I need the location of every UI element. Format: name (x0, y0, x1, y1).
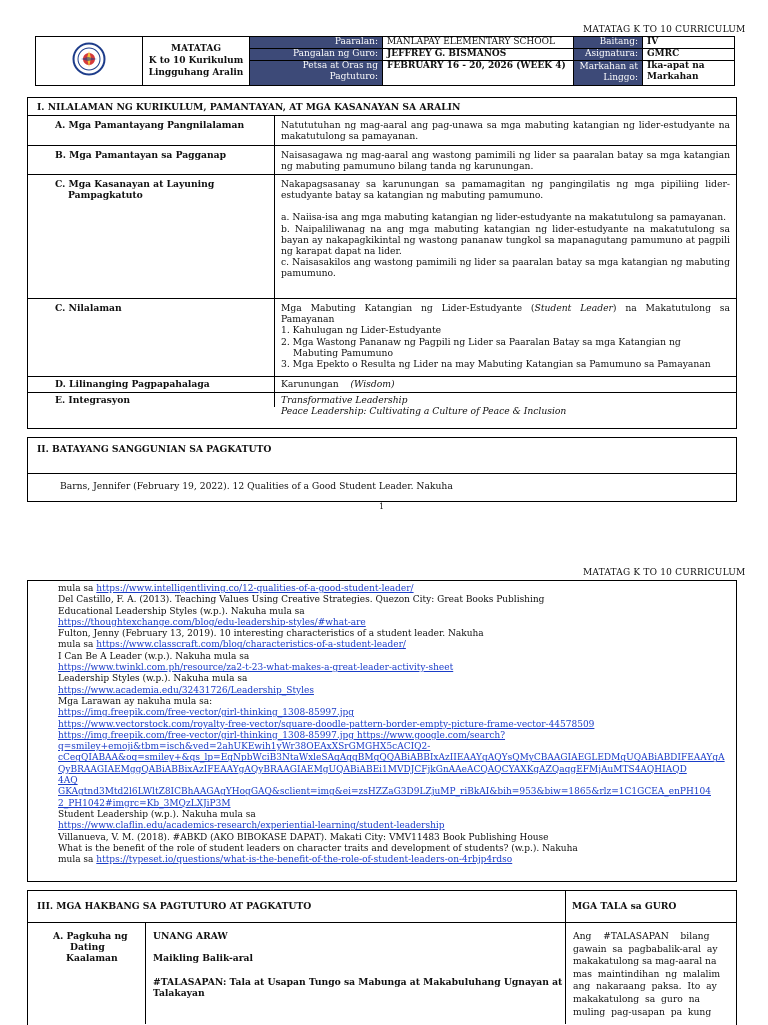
reference-line (58, 731, 730, 742)
talasapan-title-2: Talakayan (153, 988, 205, 1000)
row-nilalaman-label: C. Nilalaman (55, 303, 122, 314)
reference-line (58, 652, 730, 663)
title-line-3: Lingguhang Aralin (148, 68, 244, 78)
reference-link[interactable]: https://img.freepik.com/free-vector/girl-thinking_1308-85997.jpg (58, 708, 355, 719)
reference-line (58, 833, 730, 844)
notes-line: gawain sa pagbabalik-aral ay (573, 943, 718, 955)
reference-link[interactable]: https://www.twinkl.com.ph/resource/za2-t-23-what-makes-a-great-leader-activity-sheet (58, 663, 454, 674)
talasapan-title (153, 977, 562, 999)
reference-link[interactable]: 4AQ (58, 776, 78, 787)
reference-text: Del Castillo, F. A. (2013). Teaching Values Using Creative Strategies. Quezon City: Great Books Publishing (58, 595, 545, 606)
notes-line: makakatulong sa guro na (573, 993, 700, 1005)
lesson-header-table (35, 36, 735, 86)
row-c-label-line2: Pampagkatuto (68, 190, 143, 202)
page-number: 1 (379, 502, 385, 511)
reference-text: Fulton, Jenny (February 13, 2019). 10 interesting characteristics of a student leader. Nakuha (58, 629, 484, 640)
row-e-label: E. Integrasyon (55, 395, 131, 406)
lesson-title-cell (143, 37, 250, 86)
reference-text: Student Leadership (w.p.). Nakuha mula sa (58, 809, 256, 820)
reference-line (58, 708, 730, 719)
asignatura-value: GMRC (643, 49, 735, 61)
paaralan-value: MANLAPAY ELEMENTARY SCHOOL (383, 37, 574, 49)
row-d-text: Karunungan (Wisdom) (281, 379, 395, 390)
reference-first: Barns, Jennifer (February 19, 2022). 12 Qualities of a Good Student Leader. Nakuha (60, 481, 453, 492)
deped-logo-cell (36, 37, 143, 86)
reference-link[interactable]: 2_PH1042#imgrc=Kb_3MQzLXJiP3M (58, 798, 231, 809)
notes-line: muling pag-usapan pa kung (573, 1006, 712, 1018)
reference-line (58, 776, 730, 787)
reference-line (58, 765, 730, 776)
reference-text: mula sa (58, 640, 97, 651)
reference-text: What is the benefit of the role of student leaders on character traits and development of students? (w.p.). Nakuha (58, 843, 578, 854)
section-2-title: II. BATAYANG SANGGUNIAN SA PAGKATUTO (37, 444, 272, 455)
pagkuha-label-2: Dating (70, 942, 105, 954)
reference-line (58, 855, 730, 866)
reference-line (58, 810, 730, 821)
integrasyon-2: Peace Leadership: Cultivating a Culture of Peace & Inclusion (281, 406, 567, 418)
reference-line (58, 584, 730, 595)
row-c-objective-c: c. Naisasakilos ang wastong pamimili ng lider sa paaralan batay sa mga katangian ng mabuting pamumuno. (281, 257, 730, 280)
reference-line (58, 720, 730, 731)
reference-text: mula sa (58, 855, 97, 866)
baitang-label: Baitang: (574, 37, 643, 49)
pagkuha-label-1: A. Pagkuha ng (53, 931, 128, 942)
reference-link[interactable]: https://www.academia.edu/32431726/Leadership_Styles (58, 685, 314, 696)
paaralan-label: Paaralan: (250, 37, 383, 49)
references-list (58, 584, 730, 866)
guro-value: JEFFREY G. BISMANOS (383, 49, 574, 61)
markahan-value: Ika-apat na Markahan (643, 61, 735, 86)
reference-link[interactable]: GKAgtnd3Mtd2l6LWltZ8ICBhAAGAgYHogGAQ&sclient=img&ei=zsHZZaG3D9LZjuMP_riBkAI&bih=953&biw=1865&rlz=1C1GCEA_enPH104 (58, 787, 711, 798)
reference-link[interactable]: https://typeset.io/questions/what-is-the-benefit-of-the-role-of-student-leaders-on-4rbjp4rdso (96, 855, 513, 866)
row-b-text: Naisasagawa ng mag-aaral ang wastong pamimili ng lider sa paaralan batay sa mga katangian ng mabuting pamumuno bilang tanda ng karunungan. (281, 150, 730, 173)
reference-line (58, 663, 730, 674)
reference-line (58, 607, 730, 618)
petsa-value: FEBRUARY 16 - 20, 2026 (WEEK 4) (383, 61, 574, 86)
talasapan-title-1: #TALASAPAN: Tala at Usapan Tungo sa Mabunga at Makabuluhang Ugnayan at (153, 977, 563, 988)
petsa-label: Petsa at Oras ng Pagtuturo: (250, 61, 383, 86)
balik-aral-label: Maikling Balik-aral (153, 953, 254, 964)
reference-text: Mga Larawan ay nakuha mula sa: (58, 696, 213, 707)
reference-text: Villanueva, V. M. (2018). #ABKD (AKO BIBOKASE DAPAT). Makati City: VMV11483 Book Publishing House (58, 832, 549, 843)
title-line-1: MATATAG (170, 44, 222, 54)
deped-seal-icon (72, 42, 106, 76)
nilalaman-intro: Mga Mabuting Katangian ng Lider-Estudyante (Student Leader) na Makatutulong sa Pamayanan (281, 303, 730, 326)
day-label: UNANG ARAW (153, 931, 228, 942)
baitang-value: IV (643, 37, 735, 49)
reference-link[interactable]: https://img.freepik.com/free-vector/girl-thinking_1308-85997.jpg https://www.google.com/search? (58, 730, 506, 741)
notes-line: mas maintindihan ng malalim (573, 968, 721, 980)
row-a-pagkuha-label (53, 931, 128, 965)
nilalaman-item-2-cont: Mabuting Pamumuno (293, 347, 393, 359)
row-d-label: D. Lilinanging Pagpapahalaga (55, 379, 210, 390)
row-c-content (281, 179, 730, 280)
notes-line: ang nakaraang paksa. Ito ay (573, 981, 717, 993)
reference-link[interactable]: cCegQIABAA&oq=smiley+&gs_lp=EgNpbWciB3NtaWxleSAqAggBMgQQABiABBIxAzIIEAAYgAQYsQMyCBAAGIAEGLEDMgUQABiABDIFEAAYgA (58, 753, 725, 764)
section-1-title: I. NILALAMAN NG KURIKULUM, PAMANTAYAN, AT MGA KASANAYAN SA ARALIN (37, 102, 461, 113)
section-3-title: III. MGA HAKBANG SA PAGTUTURO AT PAGKATUTO (37, 901, 312, 912)
reference-line (58, 640, 730, 651)
reference-link[interactable]: https://thoughtexchange.com/blog/edu-leadership-styles/#what-are (58, 617, 366, 628)
reference-line (58, 697, 730, 708)
reference-line (58, 629, 730, 640)
row-c-label (55, 179, 214, 201)
nilalaman-item-2: 2. Mga Wastong Pananaw ng Pagpili ng Lider sa Paaralan Batay sa mga Katangian ng (281, 336, 681, 348)
row-a-text: Natututuhan ng mag-aaral ang pag-unawa sa mga mabuting katangian ng lider-estudyante na makatutulong sa pamayanan. (281, 120, 730, 143)
reference-line (58, 821, 730, 832)
notes-content (573, 931, 731, 1019)
row-nilalaman-content (281, 303, 730, 370)
row-e-content (281, 395, 566, 417)
curriculum-header-2: MATATAG K TO 10 CURRICULUM (583, 568, 746, 578)
row-b-label: B. Mga Pamantayan sa Pagganap (55, 150, 227, 161)
row-c-label-line1: C. Mga Kasanayan at Layuning (55, 179, 215, 190)
notes-line: makakatulong sa mag-aaral na (573, 956, 717, 968)
reference-line (58, 799, 730, 810)
reference-text: I Can Be A Leader (w.p.). Nakuha mula sa (58, 651, 250, 662)
reference-line (58, 753, 730, 764)
reference-line (58, 595, 730, 606)
curriculum-header: MATATAG K TO 10 CURRICULUM (583, 25, 746, 35)
reference-text: Leadership Styles (w.p.). Nakuha mula sa (58, 674, 248, 685)
markahan-label: Markahan at Linggo: (574, 61, 643, 86)
reference-line (58, 787, 730, 798)
integrasyon-1: Transformative Leadership (281, 395, 408, 406)
reference-link[interactable]: QyBRAAGIAEMggQABiABBixAzIFEAAYgAQyBRAAGIAEMgUQABiABEi1MVDJCFjkGnAAeACQAQCYAXKgAZQaqgEFMjAuMTS4AQHIAQD (58, 764, 687, 775)
reference-text: Educational Leadership Styles (w.p.). Nakuha mula sa (58, 606, 305, 617)
nilalaman-item-1: 1. Kahulugan ng Lider-Estudyante (281, 325, 442, 337)
row-c-objective-b: b. Naipaliliwanag na ang mga mabuting katangian ng lider-estudyante na makatutulong sa bayan ay nakapagkikintal ng wastong pananaw tungkol sa mapanagutang pamumuno at pagpili ng karapat dapat na lider. (281, 223, 730, 258)
reference-line (58, 742, 730, 753)
row-c-objective-a: a. Naiisa-isa ang mga mabuting katangian ng lider-estudyante na makatutulong sa pamayanan. (281, 212, 727, 224)
reference-link[interactable]: https://www.classcraft.com/blog/characteristics-of-a-student-leader/ (96, 640, 406, 651)
reference-link[interactable]: https://www.intelligentliving.co/12-qualities-of-a-good-student-leader/ (96, 584, 414, 594)
reference-link[interactable]: q=smiley+emoji&tbm=isch&ved=2ahUKEwih1yWr38OEAxXSrGMGHX5cACIQ2- (58, 742, 431, 753)
title-line-2: K to 10 Kurikulum (148, 56, 244, 66)
guro-label: Pangalan ng Guro: (250, 49, 383, 61)
reference-text: mula sa (58, 584, 97, 594)
reference-line (58, 686, 730, 697)
nilalaman-item-3: 3. Mga Epekto o Resulta ng Lider na may Mabuting Katangian sa Pamumuno sa Pamayanan (281, 359, 711, 371)
reference-link[interactable]: https://www.claflin.edu/academics-research/experiential-learning/student-leadership (58, 821, 445, 832)
row-c-intro: Nakapagsasanay sa karunungan sa pamamagitan ng pangingilatis ng mga pipiliing lider-estudyante batay sa katangian ng mabuting pamumuno. (281, 179, 730, 202)
reference-link[interactable]: https://www.vectorstock.com/royalty-free-vector/square-doodle-pattern-border-empty-picture-frame-vector-44578509 (58, 719, 595, 730)
notes-title: MGA TALA sa GURO (572, 901, 677, 912)
pagkuha-label-3: Kaalaman (66, 953, 118, 965)
reference-line (58, 844, 730, 855)
reference-line (58, 618, 730, 629)
notes-line: Ang #TALASAPAN bilang (573, 931, 710, 942)
asignatura-label: Asignatura: (574, 49, 643, 61)
reference-line (58, 674, 730, 685)
row-a-label: A. Mga Pamantayang Pangnilalaman (55, 120, 245, 131)
